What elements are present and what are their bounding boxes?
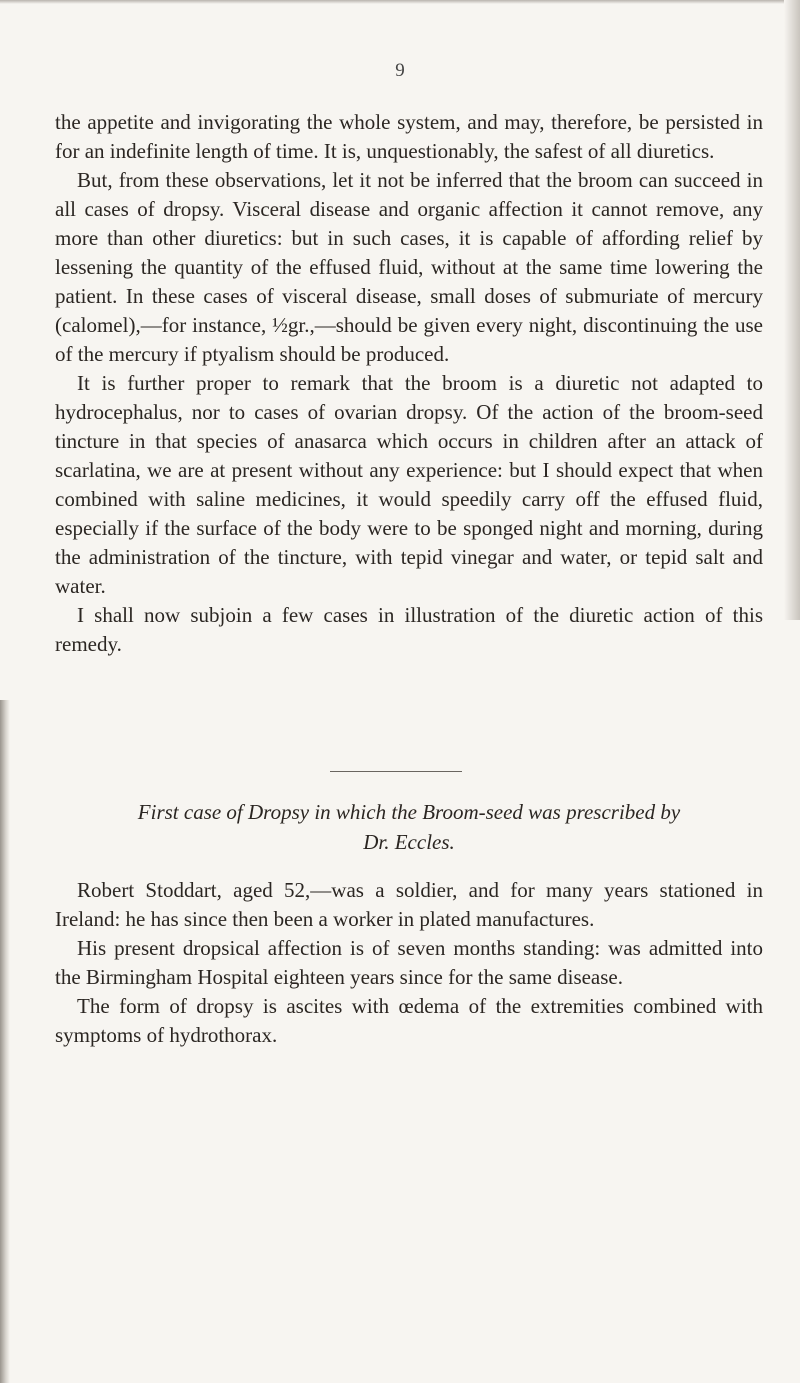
case-paragraph-form: The form of dropsy is ascites with œdema of the extremities combined with symptoms of hydrothorax. [55, 994, 763, 1047]
case-text [55, 876, 763, 1050]
binding-shadow [0, 700, 10, 1383]
paragraph-visceral-disease: But, from these observations, let it not be inferred that the broom can succeed in all cases of dropsy. Visceral disease and organic affection it cannot remove, any more than other diuretics: but in such cases, it is capable of affording relief by lessening the quantity of the effused fluid, without at the same time lowering the patient. In these cases of visceral disease, small doses of submuriate of mercury (calomel),—for instance, ½gr.,—should be given every night, discontinuing the use of the mercury if ptyalism should be produced. [55, 168, 763, 366]
case-heading-line-2: Dr. Eccles. [363, 830, 455, 854]
case-heading-line-1: First case of Dropsy in which the Broom-seed was prescribed by [137, 800, 681, 824]
paragraph-hydrocephalus: It is further proper to remark that the broom is a diuretic not adapted to hydrocephalus, nor to cases of ovarian dropsy. Of the action of the broom-seed tincture in that species of anasarca which occurs in children after an attack of scarlatina, we are at present without any experience: but I should expect that when combined with saline medicines, it would speedily carry off the effused fluid, especially if the surface of the body were to be sponged night and morning, during the administration of the tincture, with tepid vinegar and water, or tepid salt and water. [55, 371, 763, 598]
page-right-edge [784, 0, 800, 620]
case-paragraph-patient: Robert Stoddart, aged 52,—was a soldier, and for many years stationed in Ireland: he has since then been a worker in plated manufactures. [55, 878, 763, 931]
paragraph-cases-intro: I shall now subjoin a few cases in illustration of the diuretic action of this remedy. [55, 603, 763, 656]
paragraph-continuation: the appetite and invigorating the whole system, and may, therefore, be persisted in for an indefinite length of time. It is, unquestionably, the safest of all diuretics. [55, 110, 763, 163]
page-number: 9 [395, 60, 405, 81]
case-heading [55, 797, 763, 857]
page-top-edge [0, 0, 800, 4]
section-divider [330, 771, 462, 772]
body-text [55, 108, 763, 659]
case-paragraph-history: His present dropsical affection is of seven months standing: was admitted into the Birmingham Hospital eighteen years since for the same disease. [55, 936, 763, 989]
